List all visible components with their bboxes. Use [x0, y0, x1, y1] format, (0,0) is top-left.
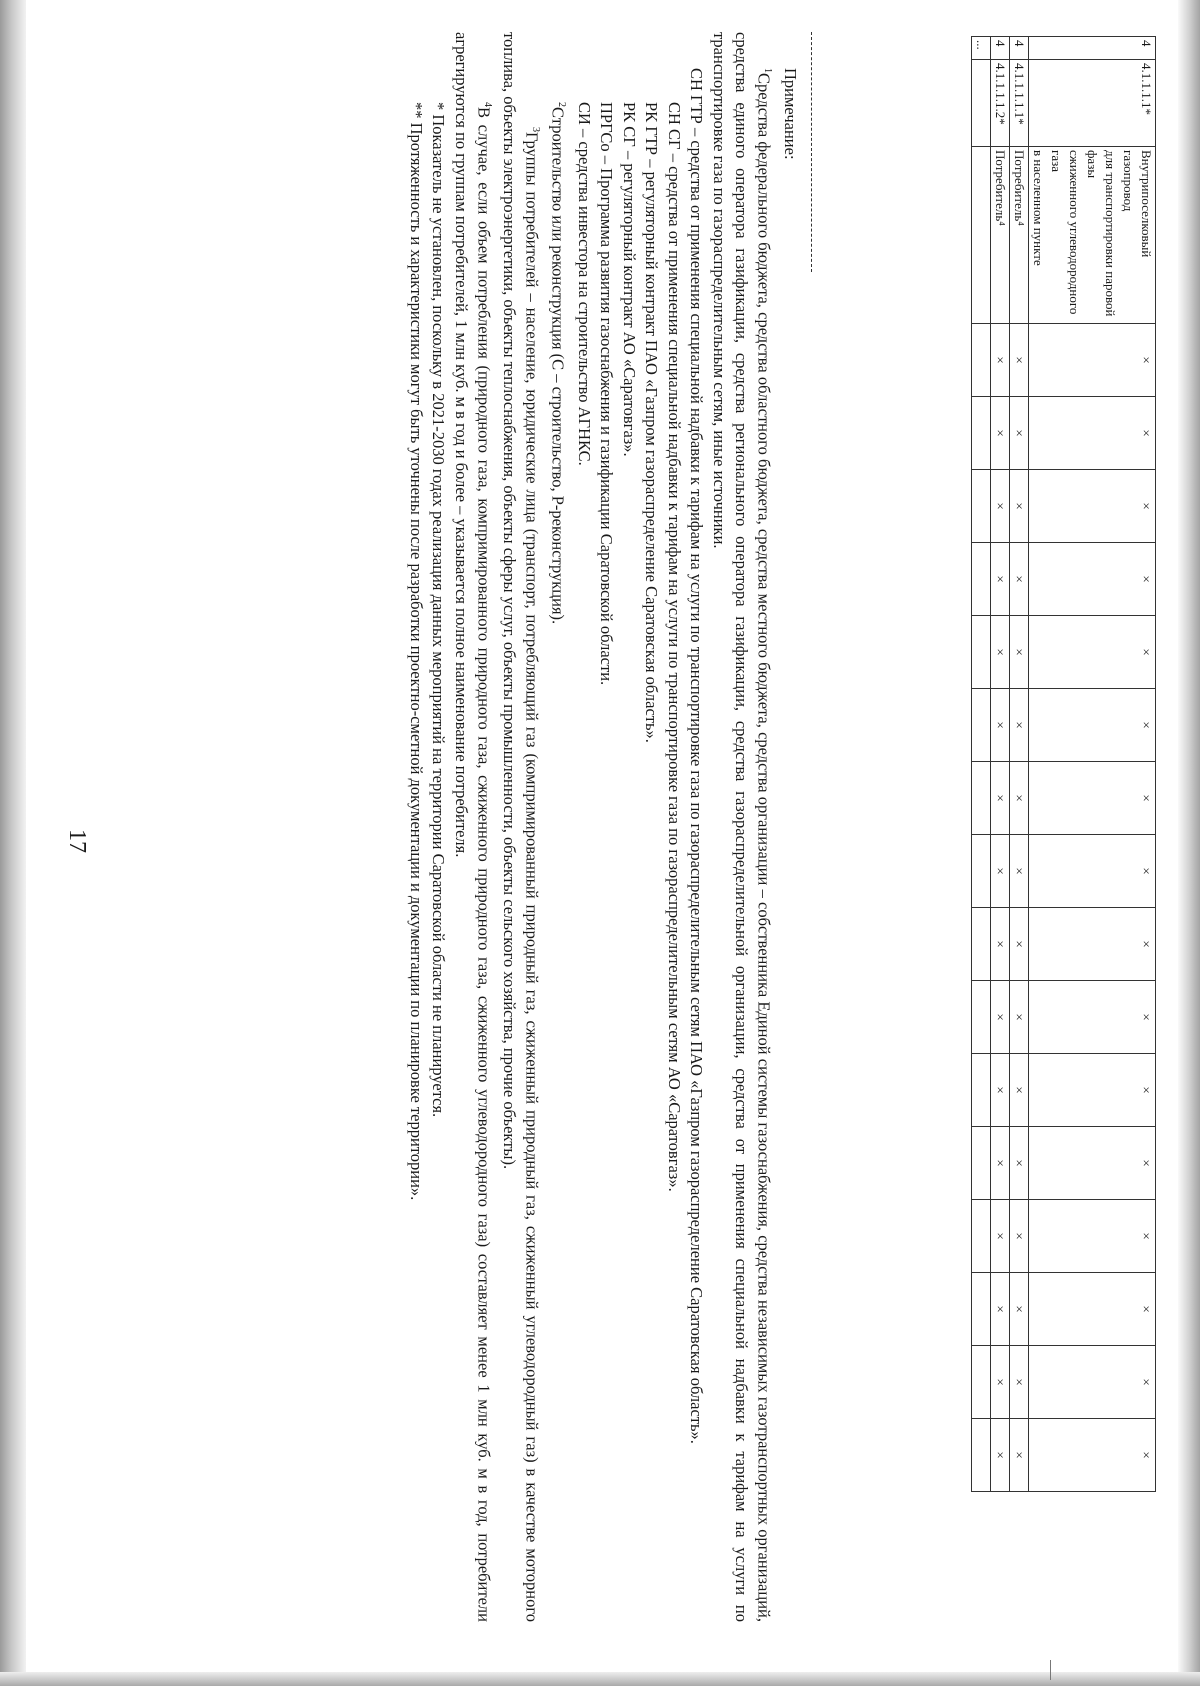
value-cell: ×: [1029, 981, 1156, 1054]
value-cell: ×: [991, 470, 1010, 543]
note-sn-gtr: СН ГТР – средства от применения специальной надбавки к тарифам на услуги по транспортировке газа по газораспределительным сетям ПАО «Газпром газораспределение Саратовская область».: [687, 68, 707, 1444]
value-cell: ×: [991, 981, 1010, 1054]
value-cell: ×: [1029, 908, 1156, 981]
row-name-line: в населенном пункте: [1031, 150, 1046, 266]
value-cell: ×: [1010, 908, 1029, 981]
value-cell: ×: [991, 543, 1010, 616]
footnote-4-marker: 4: [482, 102, 493, 107]
rotated-document-page: [30, 16, 1180, 1666]
footnote-2-text: Строительство или реконструкция (С – строительство, Р-реконструкция).: [549, 107, 568, 625]
table-row: [972, 37, 991, 1492]
footnote-2: [547, 32, 573, 1622]
value-cell: ×: [1029, 1346, 1156, 1419]
value-cell: ×: [1029, 1127, 1156, 1200]
row-name-line: для транспортировки паровой фазы: [1085, 150, 1118, 317]
value-cell: [972, 908, 991, 981]
row-name-line: сжиженного углеводородного газа: [1049, 150, 1082, 315]
value-cell: [972, 397, 991, 470]
value-cell: [972, 1200, 991, 1273]
value-cell: ×: [1029, 543, 1156, 616]
value-cell: [972, 543, 991, 616]
value-cell: ×: [1010, 397, 1029, 470]
row-name-cell: [1010, 147, 1029, 324]
value-cell: ×: [991, 397, 1010, 470]
footnote-4-text: В случае, если объем потребления (природного газа, компримированного природного газа, сжиженного природного газа, сжиженного углеводородного газа) составляет менее 1 млн куб. м в год, потребители агрегируются по группам потребителей, 1 млн куб. м в год и более – указывается полное наименование потребителя.: [452, 32, 494, 1622]
value-cell: ×: [1010, 1054, 1029, 1127]
table-body: [972, 37, 1156, 1492]
footnote-1: [708, 32, 779, 1622]
value-cell: ×: [1010, 616, 1029, 689]
value-cell: ×: [1010, 689, 1029, 762]
row-code-cell: 4.1.1.1.1.1*: [1010, 60, 1029, 147]
footnote-1-marker: 1: [762, 68, 774, 73]
table-row: [1029, 37, 1156, 1492]
value-cell: ×: [1029, 1054, 1156, 1127]
row-name-line: Потребитель⁴: [1012, 150, 1027, 226]
value-cell: ×: [1010, 1127, 1029, 1200]
value-cell: ×: [1010, 543, 1029, 616]
value-cell: ×: [1010, 1346, 1029, 1419]
footnote-3: [498, 32, 547, 1622]
value-cell: ×: [991, 835, 1010, 908]
scan-edge-left: [0, 0, 26, 1686]
value-cell: [972, 1127, 991, 1200]
scan-edge-right: [1178, 0, 1200, 1686]
value-cell: ×: [1010, 1419, 1029, 1492]
notes-title: Примечание:: [781, 68, 800, 160]
value-cell: ×: [991, 1419, 1010, 1492]
value-cell: [972, 324, 991, 397]
value-cell: ×: [991, 1127, 1010, 1200]
value-cell: ×: [1010, 1273, 1029, 1346]
table-row: [991, 37, 1010, 1492]
value-cell: ×: [1029, 397, 1156, 470]
row-number-cell: 4: [991, 37, 1010, 60]
footnote-4: [450, 32, 499, 1622]
value-cell: ×: [1010, 835, 1029, 908]
scan-edge-bottom: [0, 1672, 1200, 1686]
row-name-cell: [1029, 147, 1156, 324]
footnote-separator: [811, 32, 812, 272]
gas-pipeline-table: [971, 36, 1156, 1492]
value-cell: [972, 1419, 991, 1492]
footnote-3-text: Группы потребителей – население, юридические лица (транспорт, потребляющий газ (компримированный природный газ, сжиженный природный газ, сжиженный углеводородный газ) в качестве моторного топлива, объекты электроэнергетики, объекты теплоснабжения, объекты сферы услуг, объекты промышленности, объекты сельского хозяйства, прочие объекты).: [500, 32, 542, 1622]
notes-block: [405, 32, 813, 1622]
value-cell: ×: [1029, 470, 1156, 543]
row-name-line: Внутрипоселковый газопровод: [1121, 150, 1154, 258]
value-cell: [972, 1273, 991, 1346]
row-name-cell: [972, 147, 991, 324]
row-number-cell: ...: [972, 37, 991, 60]
note-si: СИ – средства инвестора на строительство АГНКС.: [575, 102, 594, 466]
note-prgso: ПРГСо – Программа развития газоснабжения и газификации Саратовской области.: [597, 102, 617, 686]
value-cell: [972, 762, 991, 835]
row-code-cell: [972, 60, 991, 147]
value-cell: ×: [991, 1054, 1010, 1127]
row-code-cell: 4.1.1.1.1*: [1029, 60, 1156, 147]
row-number-cell: 4: [1029, 37, 1156, 60]
value-cell: [972, 835, 991, 908]
value-cell: ×: [1010, 981, 1029, 1054]
value-cell: ×: [991, 324, 1010, 397]
value-cell: ×: [1029, 324, 1156, 397]
value-cell: ×: [1029, 1273, 1156, 1346]
value-cell: ×: [991, 1346, 1010, 1419]
value-cell: ×: [991, 1200, 1010, 1273]
footnote-3-marker: 3: [530, 127, 542, 132]
value-cell: [972, 616, 991, 689]
value-cell: ×: [1029, 835, 1156, 908]
note-rk-sg: РК СГ – регуляторный контракт АО «Саратовгаз».: [620, 102, 639, 457]
note-star-1: * Показатель не установлен, поскольку в 2021-2030 годах реализация данных мероприятий на территории Саратовской области не планируется.: [429, 102, 449, 1118]
value-cell: [972, 1346, 991, 1419]
value-cell: ×: [1010, 324, 1029, 397]
value-cell: ×: [1029, 1200, 1156, 1273]
row-name-line: Потребитель⁴: [993, 150, 1008, 226]
value-cell: ×: [991, 616, 1010, 689]
value-cell: ×: [1010, 762, 1029, 835]
row-number-cell: 4: [1010, 37, 1029, 60]
value-cell: ×: [991, 1273, 1010, 1346]
value-cell: [972, 1054, 991, 1127]
table-row: [1010, 37, 1029, 1492]
value-cell: [972, 689, 991, 762]
row-name-cell: [991, 147, 1010, 324]
value-cell: ×: [991, 908, 1010, 981]
value-cell: ×: [1029, 1419, 1156, 1492]
value-cell: [972, 981, 991, 1054]
footnote-2-marker: 2: [556, 102, 568, 107]
value-cell: ×: [1010, 470, 1029, 543]
value-cell: ×: [1029, 689, 1156, 762]
value-cell: ×: [1029, 616, 1156, 689]
value-cell: [972, 470, 991, 543]
footnote-1-text: Средства федерального бюджета, средства областного бюджета, средства местного бюджета, средства организации – собственника Единой системы газоснабжения, средства независимых газотранспортных организаций, средства единого оператора газификации, средства регионального оператора газификации, средства газораспределительной организации, средства от применения специальной надбавки к тарифам на услуги по транспортировке газа по газораспределительным сетям, иные источники.: [710, 32, 774, 1622]
page-number: 17: [64, 829, 90, 853]
value-cell: ×: [1010, 1200, 1029, 1273]
row-code-cell: 4.1.1.1.1.2*: [991, 60, 1010, 147]
note-star-2: ** Протяженность и характеристики могут быть уточнены после разработки проектно-сметной документации и документации по планировке территории».: [407, 102, 426, 1201]
value-cell: ×: [991, 762, 1010, 835]
value-cell: ×: [1029, 762, 1156, 835]
note-sn-sg: СН СГ – средства от применения специальной надбавки к тарифам на услуги по транспортировке газа по газораспределительным сетям АО «Саратовгаз».: [665, 102, 684, 1192]
note-rk-gtr: РК ГТР – регуляторный контракт ПАО «Газпром газораспределение Саратовская область».: [642, 102, 662, 743]
value-cell: ×: [991, 689, 1010, 762]
